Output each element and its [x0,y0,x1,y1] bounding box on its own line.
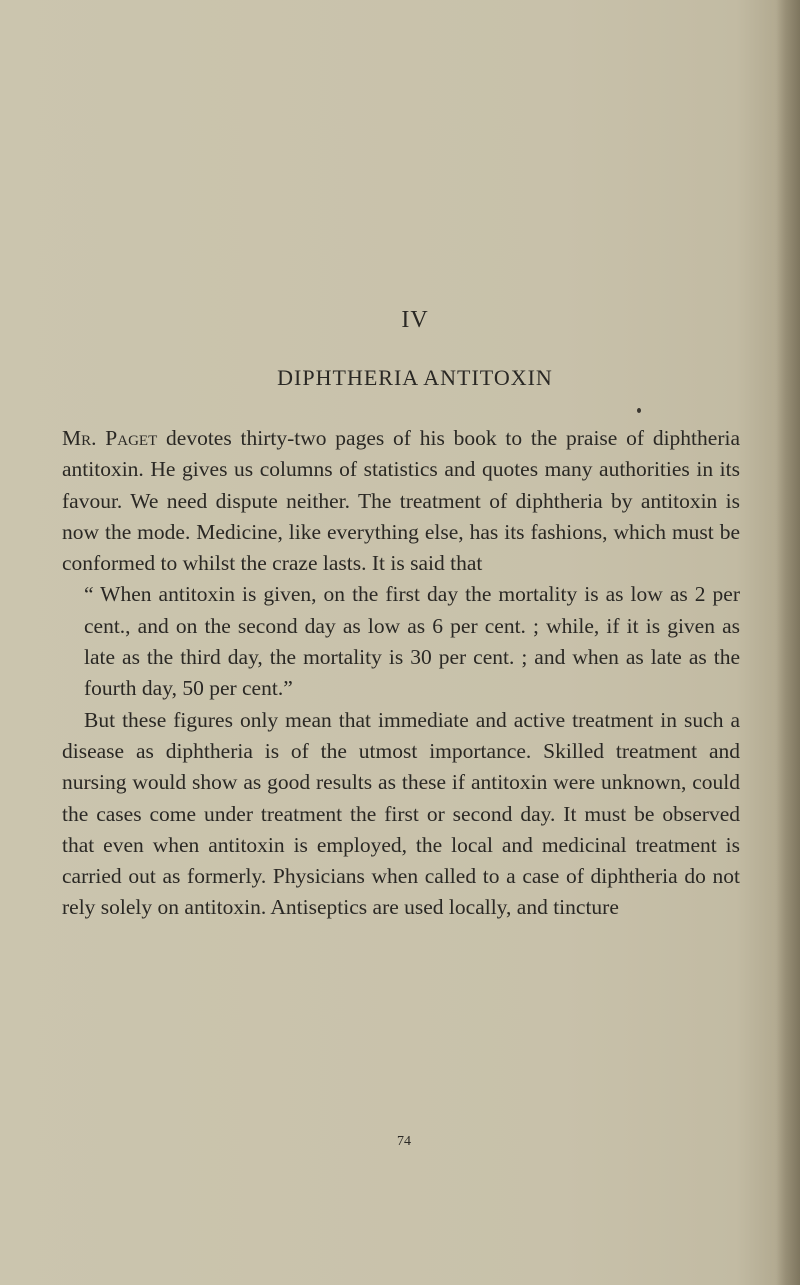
paragraph-intro [62,423,740,579]
page-edge-shadow [776,0,800,1285]
chapter-number: IV [401,307,429,333]
ink-speck [637,408,641,413]
opening-words: Mr. Paget [62,426,158,450]
chapter-title: DIPHTHERIA ANTITOXIN [277,365,553,390]
body-text [62,423,740,924]
paragraph-argument: But these figures only mean that immediate and active treatment in such a disease as diphtheria is of the utmost importance. Skilled treatment and nursing would show as good results as these if antitoxin were unknown, could the cases come under treatment the first or second day. It must be observed that even when antitoxin is employed, the local and medicinal treatment is carried out as formerly. Physicians when called to a case of diphtheria do not rely solely on antitoxin. Antiseptics are used locally, and tincture [62,707,740,920]
block-quote: “ When antitoxin is given, on the first day the mortality is as low as 2 per cent., and on the second day as low as 6 per cent. ; while, if it is given as late as the third day, the mortality is 30 per cent. ; and when as late as the fourth day, 50 per cent.” [84,582,740,701]
paragraph-intro-text: devotes thirty-two pages of his book to the praise of diphtheria antitoxin. He gives us columns of statistics and quotes many authorities in its favour. We need dispute neither. The treatment of diphtheria by antitoxin is now the mode. Medicine, like everything else, has its fashions, which must be conformed to whilst the craze lasts. It is said that [62,426,740,576]
page-number: 74 [397,1134,411,1149]
